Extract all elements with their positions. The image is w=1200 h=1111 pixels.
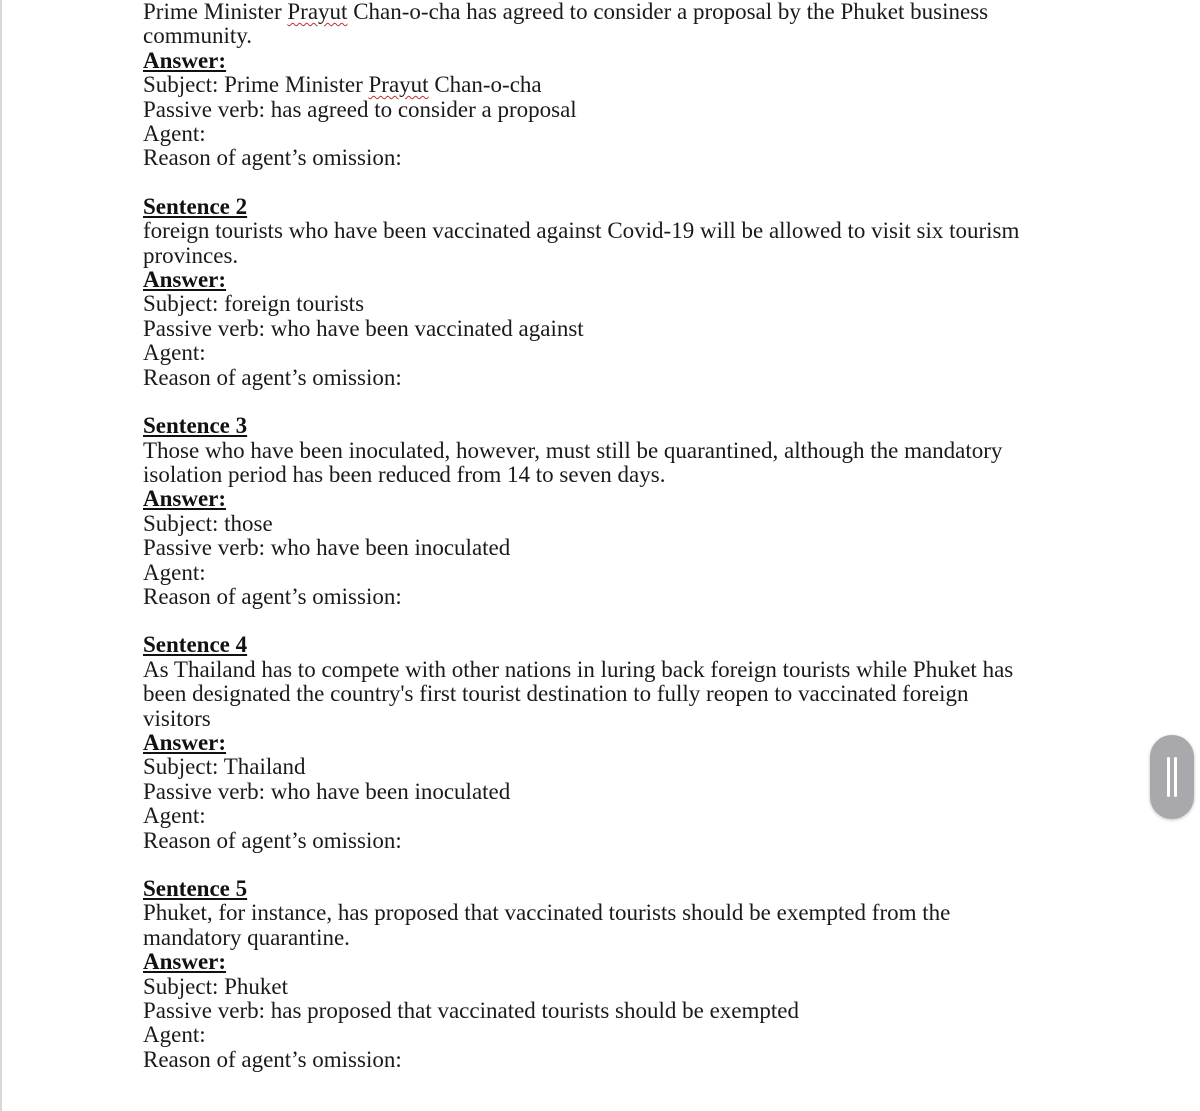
page-left-border — [0, 0, 2, 1111]
sentence-3-subject: Subject: those — [143, 510, 273, 536]
sentence-4-answer-label: Answer: — [143, 729, 227, 755]
sentence-1-reason: Reason of agent’s omission: — [143, 145, 402, 171]
sentence-1-text-part: Chan-o-cha has agreed to consider a proposal by the Phuket business — [347, 0, 989, 24]
sentence-5-text-line-2: mandatory quarantine. — [143, 924, 350, 950]
sentence-1-subject — [143, 73, 1043, 97]
scroll-grip-icon — [1167, 757, 1170, 797]
subject-text-part: Subject: Prime Minister — [143, 72, 369, 98]
scroll-grip-icon — [1174, 757, 1177, 797]
sentence-2-reason: Reason of agent’s omission: — [143, 364, 402, 390]
sentence-1-answer-label: Answer: — [143, 47, 227, 73]
sentence-1-agent: Agent: — [143, 121, 206, 147]
sentence-2-passive-verb: Passive verb: who have been vaccinated against — [143, 315, 584, 341]
sentence-2-agent: Agent: — [143, 340, 206, 366]
sentence-5-reason: Reason of agent’s omission: — [143, 1046, 402, 1072]
paragraph-gap — [143, 390, 1043, 414]
sentence-2-heading: Sentence 2 — [143, 193, 248, 219]
paragraph-gap — [143, 171, 1043, 195]
spellcheck-flagged-word[interactable]: Prayut — [287, 0, 348, 24]
sentence-5-text-line-1: Phuket, for instance, has proposed that vaccinated tourists should be exempted from the — [143, 900, 951, 926]
sentence-3-answer-label: Answer: — [143, 486, 227, 512]
sentence-5-agent: Agent: — [143, 1022, 206, 1048]
sentence-4-passive-verb: Passive verb: who have been inoculated — [143, 778, 511, 804]
sentence-3-reason: Reason of agent’s omission: — [143, 583, 402, 609]
sentence-4-heading: Sentence 4 — [143, 632, 248, 658]
sentence-2-text-line-2: provinces. — [143, 242, 239, 268]
sentence-3-heading: Sentence 3 — [143, 413, 248, 439]
sentence-5-answer-label: Answer: — [143, 949, 227, 975]
scrollbar-handle[interactable] — [1150, 735, 1194, 819]
paragraph-gap — [143, 853, 1043, 877]
sentence-4-reason: Reason of agent’s omission: — [143, 827, 402, 853]
sentence-1-text-line-2: community. — [143, 23, 253, 49]
sentence-2-answer-label: Answer: — [143, 267, 227, 293]
sentence-4-subject: Subject: Thailand — [143, 754, 306, 780]
sentence-4-agent: Agent: — [143, 803, 206, 829]
sentence-5-heading: Sentence 5 — [143, 876, 248, 901]
sentence-4-text-line-2: been designated the country's first tourist destination to fully reopen to vaccinated foreign — [143, 681, 969, 707]
sentence-3-agent: Agent: — [143, 559, 206, 585]
sentence-4-text-line-1: As Thailand has to compete with other nations in luring back foreign tourists while Phuket has — [143, 656, 1014, 682]
sentence-1-text-part: Prime Minister — [143, 0, 288, 24]
sentence-3-passive-verb: Passive verb: who have been inoculated — [143, 535, 511, 561]
sentence-2-text-line-1: foreign tourists who have been vaccinated against Covid-19 will be allowed to visit six tourism — [143, 218, 1020, 244]
sentence-5-subject: Subject: Phuket — [143, 973, 289, 999]
sentence-5-passive-verb: Passive verb: has proposed that vaccinated tourists should be exempted — [143, 998, 799, 1024]
paragraph-gap — [143, 609, 1043, 633]
spellcheck-flagged-word[interactable]: Prayut — [368, 72, 429, 98]
sentence-4-text-line-3: visitors — [143, 705, 211, 731]
sentence-3-text-line-1: Those who have been inoculated, however, must still be quarantined, although the mandatory — [143, 437, 1003, 463]
sentence-1-passive-verb: Passive verb: has agreed to consider a proposal — [143, 96, 577, 122]
sentence-2-subject: Subject: foreign tourists — [143, 291, 365, 317]
document-body — [143, 0, 1043, 1072]
sentence-1-text — [143, 0, 1043, 24]
subject-text-part: Chan-o-cha — [428, 72, 542, 98]
sentence-3-text-line-2: isolation period has been reduced from 14 to seven days. — [143, 461, 666, 487]
